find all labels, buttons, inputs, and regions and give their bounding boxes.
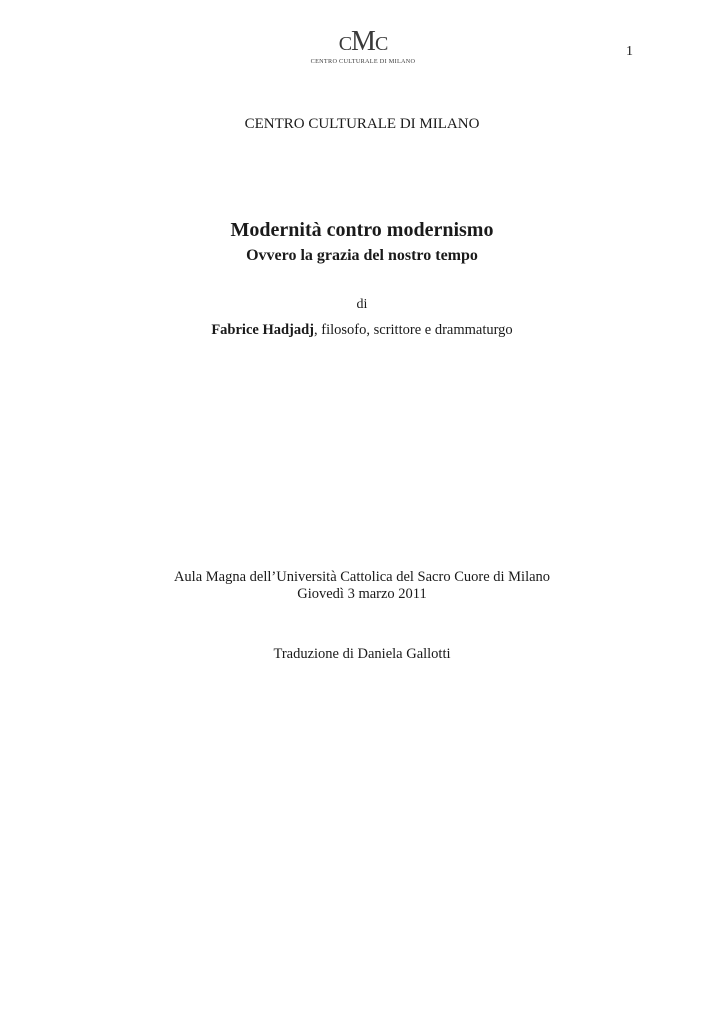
event-date: Giovedì 3 marzo 2011: [297, 586, 427, 602]
logo-letter-c-2: C: [374, 33, 388, 55]
translation-credit: Traduzione di Daniela Gallotti: [273, 646, 451, 662]
organization-name: CENTRO CULTURALE DI MILANO: [244, 116, 480, 132]
logo-letter-m: M: [351, 26, 375, 57]
document-title: Modernità contro modernismo: [230, 219, 494, 241]
logo-letter-c: C: [338, 33, 352, 55]
by-label: di: [356, 297, 368, 312]
author-line: [0, 322, 724, 339]
page-number: 1: [626, 44, 633, 59]
document-subtitle: Ovvero la grazia del nostro tempo: [246, 247, 478, 264]
author-description: , filosofo, scrittore e drammaturgo: [314, 322, 513, 338]
logo-subtitle: CENTRO CULTURALE DI MILANO: [310, 58, 416, 65]
cmc-logo: [300, 26, 426, 65]
author-name: Fabrice Hadjadj: [211, 322, 315, 338]
event-venue: Aula Magna dell’Università Cattolica del Sacro Cuore di Milano: [173, 569, 551, 585]
logo-mark: [300, 26, 426, 57]
